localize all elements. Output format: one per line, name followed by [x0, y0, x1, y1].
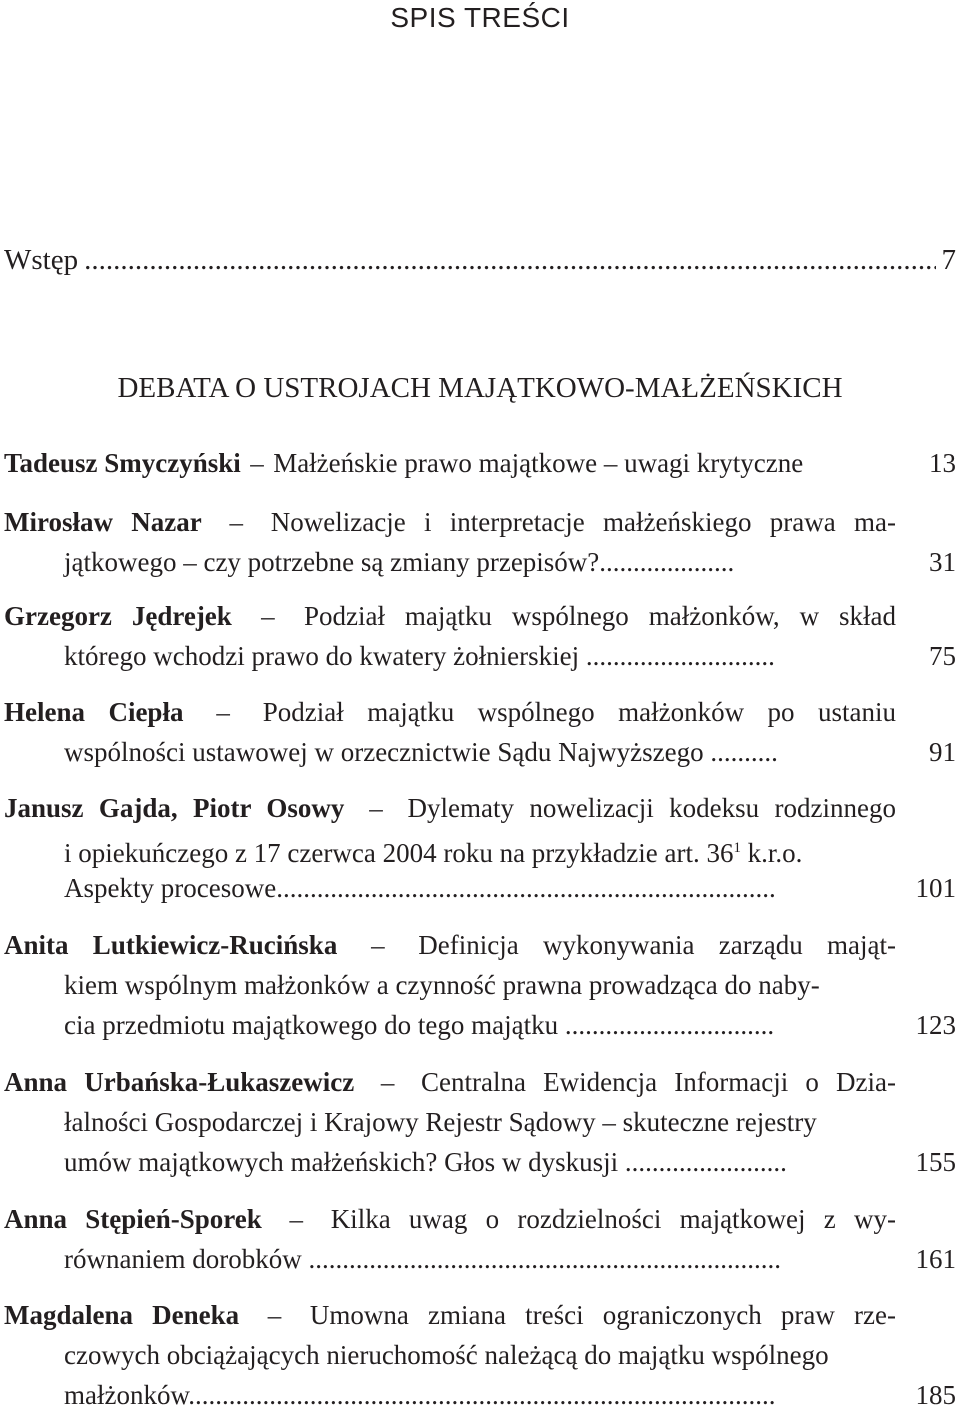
- entry-author: Tadeusz Smyczyński: [4, 448, 241, 478]
- entry-line: [4, 1005, 956, 1045]
- entry-title: Centralna Ewidencja Informacji o Dzia-: [420, 1067, 897, 1097]
- intro-page: 7: [941, 244, 956, 276]
- entry-line: [4, 636, 956, 676]
- toc-entry[interactable]: [4, 692, 956, 772]
- dash: –: [289, 1204, 303, 1234]
- intro-label: Wstęp: [4, 244, 79, 276]
- entry-line: [4, 1142, 956, 1182]
- entry-line: [4, 1062, 956, 1102]
- entry-line: [4, 1335, 956, 1375]
- entry-page: 31: [929, 547, 956, 577]
- toc-entry[interactable]: [4, 596, 956, 676]
- entry-title: Kilka uwag o rozdzielności majątkowej z wy-: [330, 1204, 897, 1234]
- entry-line: [4, 732, 956, 772]
- entry-page: 185: [915, 1380, 956, 1410]
- dash: –: [371, 930, 385, 960]
- entry-page: 161: [915, 1244, 956, 1274]
- entry-author: Grzegorz Jędrejek: [4, 601, 232, 631]
- entry-line: [4, 692, 956, 732]
- entry-line: [4, 828, 956, 868]
- entry-title: Małżeńskie prawo majątkowe – uwagi krytyczne: [273, 448, 804, 478]
- entry-page: 101: [915, 873, 956, 903]
- entry-line: [4, 1239, 956, 1279]
- entry-page: 13: [929, 448, 956, 478]
- toc-entry[interactable]: [4, 502, 956, 582]
- entry-line: [4, 1295, 956, 1335]
- entry-title: Podział majątku wspólnego małżonków, w skład: [304, 601, 896, 631]
- entry-title: Dylematy nowelizacji kodeksu rodzinnego: [407, 793, 896, 823]
- dash: –: [229, 507, 244, 537]
- entry-title-cont: jątkowego – czy potrzebne są zmiany przepisów?....................: [64, 547, 735, 577]
- entry-line: [4, 788, 956, 828]
- entry-author: Magdalena Deneka: [4, 1300, 240, 1330]
- toc-entry[interactable]: [4, 1295, 956, 1415]
- entry-title-cont: cia przedmiotu majątkowego do tego majątku ...............................: [64, 1010, 775, 1040]
- entry-title-cont: którego wchodzi prawo do kwatery żołnierskiej ............................: [64, 641, 775, 671]
- entry-line: [4, 925, 956, 965]
- entry-title-cont: czowych obciążających nieruchomość należącą do majątku wspólnego: [64, 1340, 829, 1370]
- entry-line: [4, 502, 956, 542]
- toc-entry[interactable]: [4, 788, 956, 908]
- entry-line: [4, 1199, 956, 1239]
- entry-line: [4, 1375, 956, 1415]
- entry-title-cont: łalności Gospodarczej i Krajowy Rejestr Sądowy – skuteczne rejestry: [64, 1107, 817, 1137]
- entry-title-cont: k.r.o.: [740, 838, 803, 868]
- entry-page: 91: [929, 737, 956, 767]
- entry-title-cont: małżonków.......................................................................................: [64, 1380, 776, 1410]
- entry-author: Helena Ciepła: [4, 697, 184, 727]
- entry-line: [4, 443, 956, 483]
- entry-author: Anna Urbańska-Łukaszewicz: [4, 1067, 355, 1097]
- entry-author: Janusz Gajda, Piotr Osowy: [4, 793, 345, 823]
- entry-title-cont: wspólności ustawowej w orzecznictwie Sądu Najwyższego ..........: [64, 737, 778, 767]
- entry-title-cont: Aspekty procesowe..........................................................................: [64, 873, 776, 903]
- entry-author: Anita Lutkiewicz-Rucińska: [4, 930, 338, 960]
- entry-page: 75: [929, 641, 956, 671]
- entry-title-cont: równaniem dorobków ......................................................................: [64, 1244, 781, 1274]
- entry-line: [4, 542, 956, 582]
- entry-title: Nowelizacje i interpretacje małżeńskiego prawa ma-: [270, 507, 897, 537]
- dash: –: [261, 601, 275, 631]
- entry-line: [4, 868, 956, 908]
- entry-author: Mirosław Nazar: [4, 507, 202, 537]
- entry-title-cont: umów majątkowych małżeńskich? Głos w dyskusji ........................: [64, 1147, 787, 1177]
- entry-title: Definicja wykonywania zarządu mająt-: [418, 930, 896, 960]
- toc-entry[interactable]: [4, 925, 956, 1045]
- toc-entry[interactable]: [4, 1199, 956, 1279]
- toc-entry[interactable]: [4, 1062, 956, 1182]
- entry-author: Anna Stępień-Sporek: [4, 1204, 262, 1234]
- entry-page: 155: [915, 1147, 956, 1177]
- leader-dots: [84, 244, 935, 277]
- dash: –: [250, 448, 264, 478]
- entry-line: [4, 1102, 956, 1142]
- dash: –: [267, 1300, 282, 1330]
- dash: –: [369, 793, 383, 823]
- section-title: DEBATA O USTROJACH MAJĄTKOWO-MAŁŻEŃSKICH: [117, 372, 843, 404]
- page-heading: SPIS TREŚCI: [390, 2, 570, 33]
- entry-page: 123: [915, 1010, 956, 1040]
- dash: –: [216, 697, 230, 727]
- superscript: 1: [733, 840, 741, 856]
- toc-entry[interactable]: [4, 443, 956, 483]
- entry-line: [4, 965, 956, 1005]
- entry-title-cont: kiem wspólnym małżonków a czynność prawna prowadząca do naby-: [64, 970, 820, 1000]
- toc-entry-intro[interactable]: [4, 244, 956, 277]
- entry-title: Umowna zmiana treści ograniczonych praw rze-: [309, 1300, 896, 1330]
- entry-title: Podział majątku wspólnego małżonków po ustaniu: [262, 697, 896, 727]
- entry-line: [4, 596, 956, 636]
- entry-title-cont: i opiekuńczego z 17 czerwca 2004 roku na przykładzie art. 36: [64, 838, 734, 868]
- dash: –: [380, 1067, 395, 1097]
